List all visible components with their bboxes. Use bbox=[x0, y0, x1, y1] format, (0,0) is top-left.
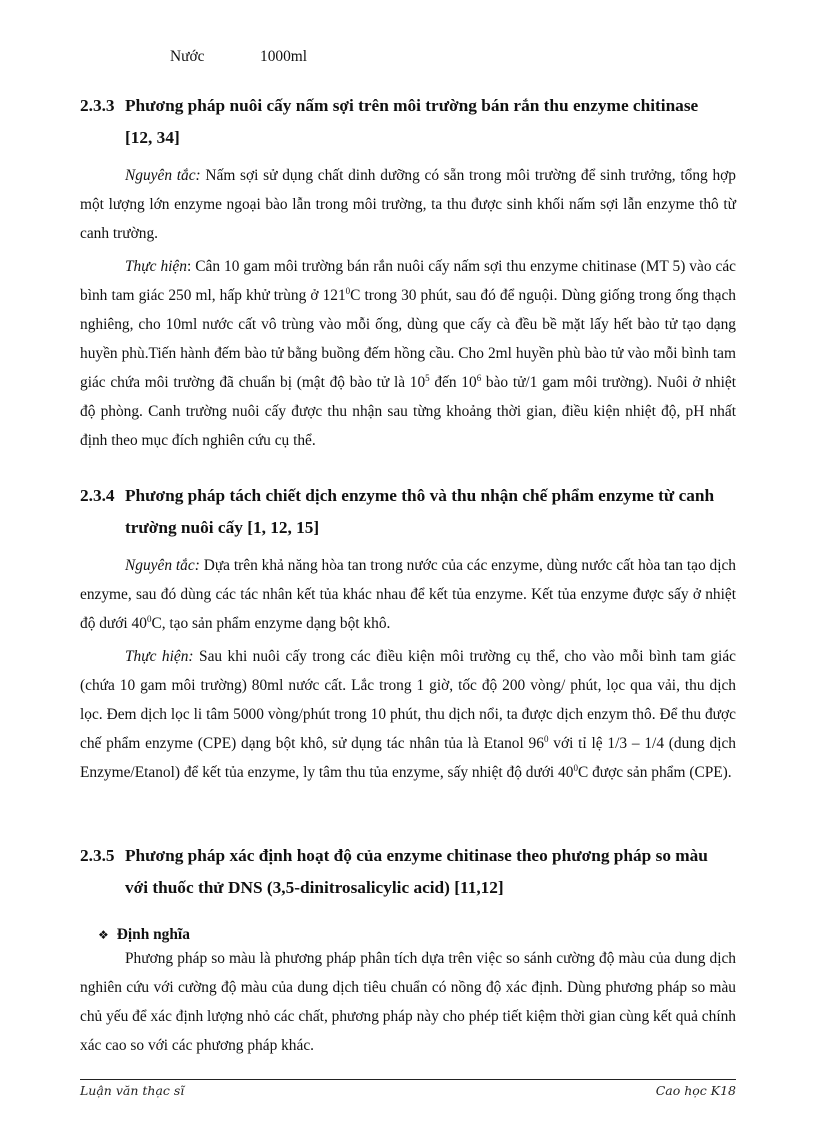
superscript: 6 bbox=[476, 373, 482, 383]
implementation-text-3: đến 10 bbox=[429, 374, 477, 391]
section-2-3-3-implementation bbox=[80, 252, 736, 455]
diamond-bullet-icon: ❖ bbox=[98, 928, 109, 942]
implementation-text-2: với tỉ lệ 1/3 – 1/4 (dung dịch Enzyme/Etanol) để kết tủa enzyme, ly tâm thu tủa enzyme, sấy nhiệt độ dưới 40 bbox=[80, 735, 736, 781]
section-title-line2: với thuốc thử DNS (3,5-dinitrosalicylic acid) [11,12] bbox=[125, 878, 504, 897]
water-value: 1000ml bbox=[260, 48, 308, 65]
water-label: Nước bbox=[170, 48, 205, 65]
principle-text-2: C, tạo sản phẩm enzyme dạng bột khô. bbox=[151, 615, 391, 632]
superscript: 5 bbox=[425, 373, 430, 383]
implementation-text-3: C được sản phẩm (CPE). bbox=[577, 764, 732, 781]
section-title-line1: Phương pháp xác định hoạt độ của enzyme chitinase theo phương pháp so màu bbox=[125, 846, 708, 865]
section-2-3-4-heading bbox=[80, 480, 736, 544]
footer-left: Luận văn thạc sĩ bbox=[80, 1083, 185, 1098]
implementation-label: Thực hiện: bbox=[125, 648, 194, 665]
footer-divider bbox=[80, 1079, 736, 1080]
implementation-text-4: bào tử/1 gam môi trường). Nuôi ở nhiệt độ phòng. Canh trường nuôi cấy được thu nhận sau từng khoảng thời gian, điều kiện nhiệt độ, pH nhất định theo mục đích nghiên cứu cụ thể. bbox=[80, 374, 736, 449]
section-title-line1: Phương pháp tách chiết dịch enzyme thô và thu nhận chế phẩm enzyme từ canh bbox=[125, 486, 715, 505]
section-2-3-4-implementation bbox=[80, 642, 736, 787]
section-number: 2.3.3 bbox=[80, 96, 115, 115]
superscript: 0 bbox=[573, 763, 578, 773]
principle-label: Nguyên tắc: bbox=[125, 167, 201, 184]
implementation-text-2: C trong 30 phút, sau đó để nguội. Dùng giống trong ống thạch nghiêng, cho 10ml nước cất vô trùng vào mỗi ống, dùng que cấy cà đều bề mặt lấy hết bào tử tạo dạng huyền phù.Tiến hành đếm bào tử bằng buồng đếm hồng cầu. Cho 2ml huyền phù bào tử vào mỗi bình tam giác chứa môi trường đã chuẩn bị (mật độ bào tử là 10 bbox=[80, 287, 736, 391]
definition-paragraph: Phương pháp so màu là phương pháp phân tích dựa trên việc so sánh cường độ màu của dung dịch nghiên cứu với cường độ màu của dung dịch tiêu chuẩn có nồng độ xác định. Dùng phương pháp so màu chủ yếu để xác định lượng nhỏ các chất, phương pháp này cho phép tiết kiệm thời gian cùng kết quả chính xác cao so với các phương pháp khác. bbox=[80, 950, 736, 1054]
principle-text: Nấm sợi sử dụng chất dinh dưỡng có sẵn trong môi trường để sinh trưởng, tổng hợp một lượng lớn enzyme ngoại bào lẫn trong môi trường, ta thu được sinh khối nấm sợi lẫn enzyme thô từ canh trường. bbox=[80, 167, 736, 242]
section-2-3-5-heading bbox=[80, 840, 736, 904]
superscript: 0 bbox=[345, 286, 351, 296]
section-title-line2: [12, 34] bbox=[125, 128, 180, 147]
superscript: 0 bbox=[543, 734, 549, 744]
section-number: 2.3.5 bbox=[80, 846, 115, 865]
section-title-line1: Phương pháp nuôi cấy nấm sợi trên môi trường bán rắn thu enzyme chitinase bbox=[125, 96, 699, 115]
principle-label: Nguyên tắc: bbox=[125, 557, 200, 574]
implementation-text-1: Sau khi nuôi cấy trong các điều kiện môi trường cụ thể, cho vào mỗi bình tam giác (chứa 10 gam môi trường) 80ml nước cất. Lắc trong 1 giờ, tốc độ 200 vòng/ phút, lọc qua vải, thu dịch lọc. Đem dịch lọc li tâm 5000 vòng/phút trong 10 phút, thu dịch nổi, ta được dịch enzym thô. Để thu được chế phẩm enzyme (CPE) dạng bột khô, sử dụng tác nhân tủa là Etanol 96 bbox=[80, 648, 736, 752]
section-2-3-4-principle bbox=[80, 551, 736, 638]
implementation-text-1: : Cân 10 gam môi trường bán rắn nuôi cấy nấm sợi thu enzyme chitinase (MT 5) vào các bình tam giác 250 ml, hấp khử trùng ở 121 bbox=[80, 258, 736, 304]
subheading-text: Định nghĩa bbox=[116, 926, 190, 943]
section-2-3-3-principle bbox=[80, 161, 736, 248]
superscript: 0 bbox=[146, 614, 152, 624]
section-2-3-3-heading bbox=[80, 90, 736, 154]
implementation-label: Thực hiện bbox=[125, 258, 187, 275]
principle-text-1: Dựa trên khả năng hòa tan trong nước của các enzyme, dùng nước cất hòa tan tạo dịch enzyme, sau đó dùng các tác nhân kết tủa khác nhau để kết tủa enzyme. Kết tủa enzyme được sấy ở nhiệt độ dưới 40 bbox=[80, 557, 737, 632]
section-number: 2.3.4 bbox=[80, 486, 115, 505]
section-title-line2: trường nuôi cấy [1, 12, 15] bbox=[125, 518, 320, 537]
footer-right: Cao học K18 bbox=[655, 1083, 736, 1098]
